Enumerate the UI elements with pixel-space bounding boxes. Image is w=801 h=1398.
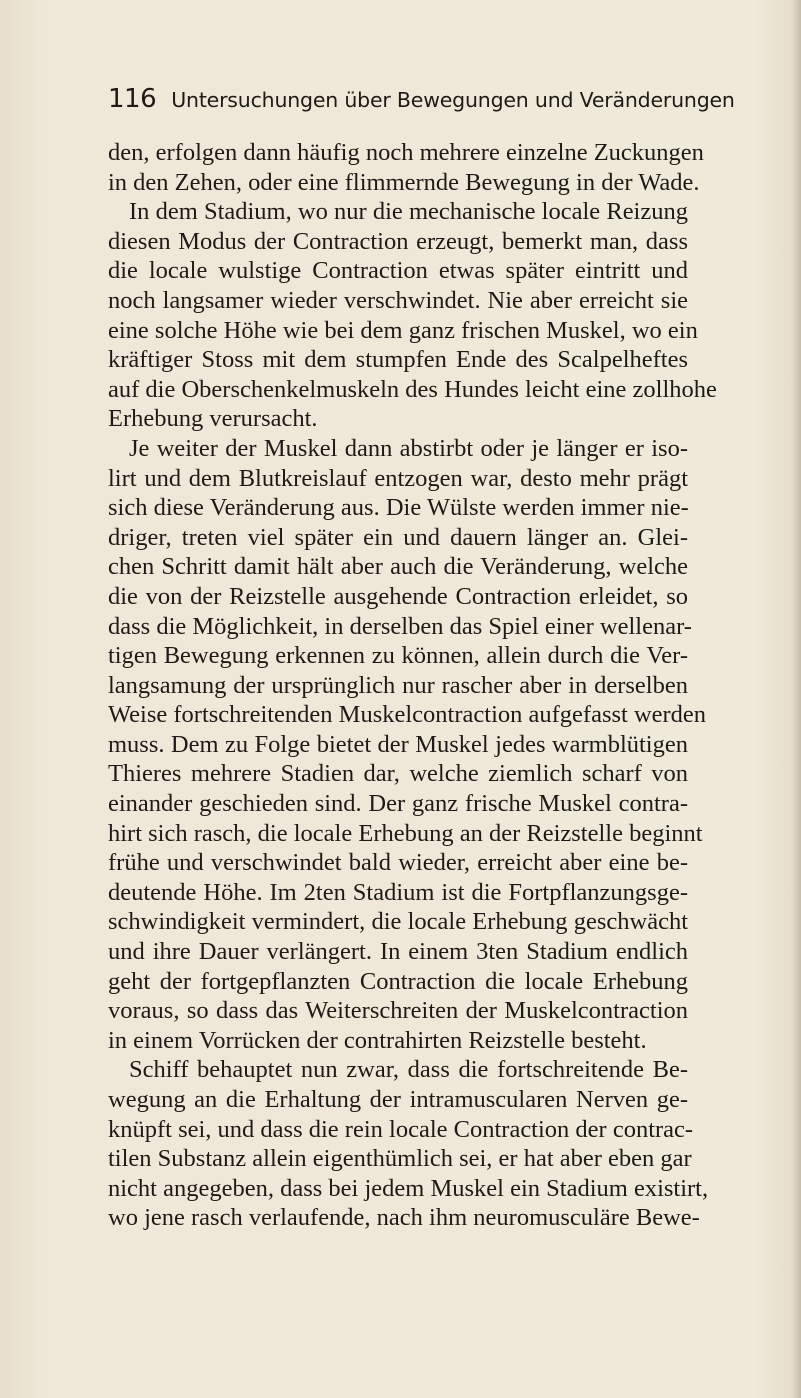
- text-line: auf die Oberschenkelmuskeln des Hundes leicht eine zollhohe: [108, 375, 717, 403]
- text-line: noch langsamer wieder verschwindet. Nie aber erreicht sie: [108, 286, 688, 314]
- text-line: Je weiter der Muskel dann abstirbt oder je länger er iso-: [129, 434, 688, 462]
- text-line: kräftiger Stoss mit dem stumpfen Ende des Scalpelheftes: [108, 346, 688, 374]
- text-line: schwindigkeit vermindert, die locale Erhebung geschwächt: [108, 908, 688, 936]
- text-line: einander geschieden sind. Der ganz frische Muskel contra-: [108, 790, 688, 818]
- text-line: Thieres mehrere Stadien dar, welche ziemlich scharf von: [108, 760, 688, 788]
- page-edge-shadow: [791, 0, 801, 1398]
- text-line: langsamung der ursprünglich nur rascher aber in derselben: [108, 671, 688, 699]
- text-line: driger, treten viel später ein und dauern länger an. Glei-: [108, 523, 688, 551]
- text-line: deutende Höhe. Im 2ten Stadium ist die Fortpflanzungsge-: [108, 878, 688, 906]
- text-line: lirt und dem Blutkreislauf entzogen war, desto mehr prägt: [108, 464, 688, 492]
- text-line: frühe und verschwindet bald wieder, erreicht aber eine be-: [108, 849, 688, 877]
- text-line: sich diese Veränderung aus. Die Wülste werden immer nie-: [108, 494, 689, 522]
- text-line: In dem Stadium, wo nur die mechanische locale Reizung: [129, 198, 688, 226]
- text-line: knüpft sei, und dass die rein locale Contraction der contrac-: [108, 1115, 694, 1143]
- text-line: und ihre Dauer verlängert. In einem 3ten Stadium endlich: [108, 938, 688, 966]
- text-line: Weise fortschreitenden Muskelcontraction aufgefasst werden: [108, 701, 707, 729]
- text-line: muss. Dem zu Folge bietet der Muskel jedes warmblütigen: [108, 730, 688, 758]
- text-line: geht der fortgepflanzten Contraction die locale Erhebung: [108, 967, 688, 995]
- running-title: Untersuchungen über Bewegungen und Veränderungen: [171, 88, 735, 112]
- text-line: voraus, so dass das Weiterschreiten der Muskelcontraction: [108, 997, 688, 1025]
- text-line: tilen Substanz allein eigenthümlich sei, er hat aber eben gar: [108, 1145, 692, 1173]
- text-line: diesen Modus der Contraction erzeugt, bemerkt man, dass: [108, 227, 688, 255]
- text-line: dass die Möglichkeit, in derselben das Spiel einer wellenar-: [108, 612, 692, 640]
- text-line: die von der Reizstelle ausgehende Contraction erleidet, so: [108, 582, 688, 610]
- text-line: tigen Bewegung erkennen zu können, allein durch die Ver-: [108, 642, 688, 670]
- text-line: wegung an die Erhaltung der intramuscularen Nerven ge-: [108, 1086, 688, 1113]
- text-line: in einem Vorrücken der contrahirten Reizstelle besteht.: [108, 1026, 647, 1054]
- text-line: Erhebung verursacht.: [108, 405, 318, 433]
- page-number: 116: [108, 84, 157, 114]
- text-line: wo jene rasch verlaufende, nach ihm neuromusculäre Bewe-: [108, 1204, 700, 1232]
- text-line: die locale wulstige Contraction etwas später eintritt und: [108, 257, 688, 285]
- text-line: nicht angegeben, dass bei jedem Muskel ein Stadium existirt,: [108, 1174, 709, 1202]
- text-line: den, erfolgen dann häufig noch mehrere einzelne Zuckungen: [108, 139, 704, 166]
- page-header: [108, 84, 735, 124]
- body-text: [108, 138, 717, 1233]
- text-line: chen Schritt damit hält aber auch die Veränderung, welche: [108, 553, 688, 581]
- text-line: in den Zehen, oder eine flimmernde Bewegung in der Wade.: [108, 168, 700, 196]
- text-line: eine solche Höhe wie bei dem ganz frischen Muskel, wo ein: [108, 316, 698, 344]
- text-line: hirt sich rasch, die locale Erhebung an der Reizstelle beginnt: [108, 819, 703, 847]
- text-line: Schiff behauptet nun zwar, dass die fortschreitende Be-: [129, 1056, 688, 1084]
